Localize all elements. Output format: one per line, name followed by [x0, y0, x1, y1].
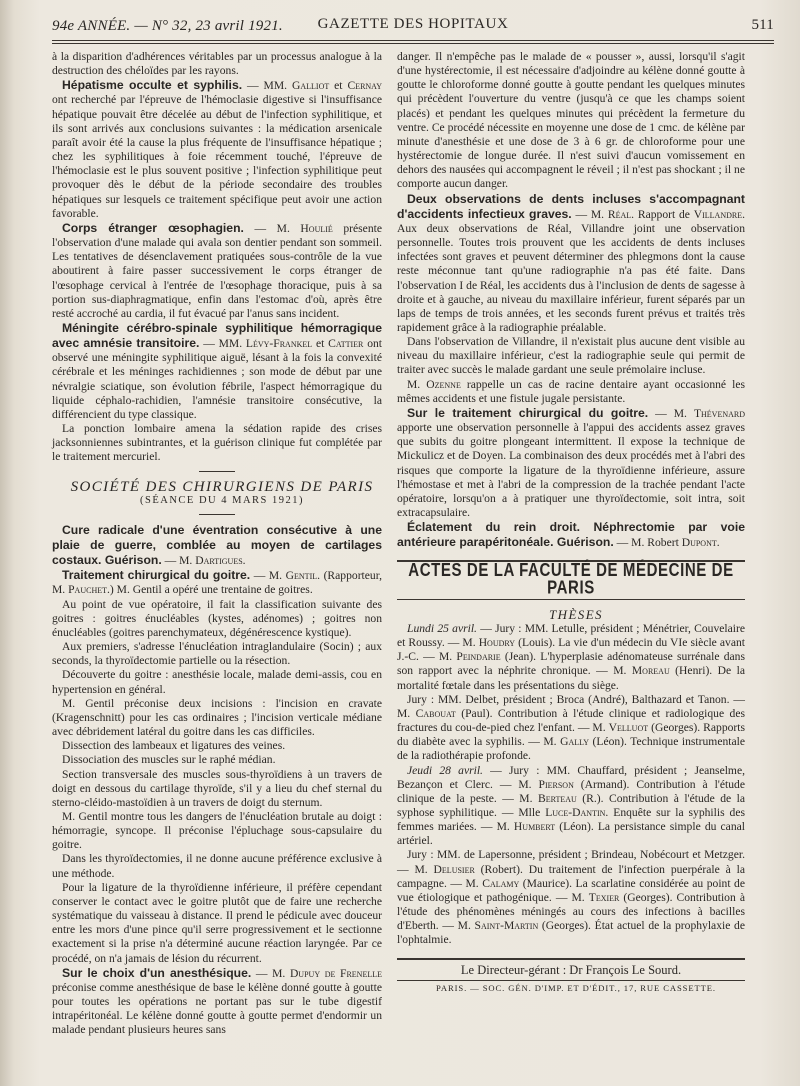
theses-heading: THÈSES: [549, 606, 603, 622]
right-column: [397, 50, 745, 995]
paragraph: M. Gentil montre tous les dangers de l'énucléation brutale au doigt : hémorragie, syncope. Il préconise l'épluchage sous-capsulaire du goitre.: [52, 809, 382, 852]
article-heading: Hépatisme occulte et syphilis.: [62, 78, 243, 93]
paragraph: Aux premiers, s'adresse l'énucléation intraglandulaire (Socin) ; aux seconds, la thyroïdectomie partielle ou la résection.: [52, 640, 382, 668]
author-name: Cernay: [347, 79, 383, 93]
article-goitre: Traitement chirurgical du goitre. — M. Gentil. (Rapporteur, M. Pauchet.) M. Gentil a opéré une trentaine de goitres.: [52, 568, 383, 597]
article-heading: Éclatement du rein droit. Néphrectomie par voie antérieure parapéritonéale. Guérison.: [397, 520, 745, 550]
author-name: Pauchet: [68, 583, 107, 597]
society-title: SOCIÉTÉ DES CHIRURGIENS DE PARIS: [70, 478, 374, 495]
article-corps-etranger: Corps étranger œsophagien. — M. Houlié présente l'observation d'une malade qui avala son dentier pendant son sommeil. Les tentatives de désenclavement pratiquées sous-contrôle de la vue aboutirent à faire passer successivement le corps étranger de l'œsophage cervical à l'entrée de l'œsophage thoracique, puis à sa portion sus-diaphragmatique, enfin dans l'estomac d'où, après être resté accroché au cardia, il fut évacué par l'anus sans incident.: [52, 220, 382, 320]
author-name: Villandre: [693, 207, 743, 221]
author-name: Cattier: [328, 337, 364, 351]
paragraph: à la disparition d'adhérences véritables par un processus analogue à la destruction des chéloïdes par les rayons.: [52, 50, 382, 78]
printer-line: PARIS. — SOC. GÉN. D'IMP. ET D'ÉDIT., 17, RUE CASSETTE.: [436, 982, 716, 993]
author-name: Lévy-Frankel: [245, 337, 313, 351]
author-name: Dartigues: [195, 554, 243, 568]
header-rule-2: [52, 43, 774, 44]
article-heading: Sur le choix d'un anesthésique.: [62, 965, 252, 980]
article-heading: Deux observations de dents incluses s'accompagnant d'accidents infectieux graves.: [397, 191, 745, 221]
page-header: [52, 14, 774, 36]
article-heading: Méningite cérébro-spinale syphilitique hémorragique avec amnésie transitoire.: [52, 320, 382, 351]
article-rein: Éclatement du rein droit. Néphrectomie par voie antérieure parapéritonéale. Guérison. — M. Robert Dupont.: [397, 520, 745, 550]
journal-title: GAZETTE DES HOPITAUX: [317, 16, 509, 32]
article-heading: Sur le traitement chirurgical du goitre.: [407, 405, 649, 420]
issue-info: 94e ANNÉE. — N° 32, 23 avril 1921.: [52, 18, 283, 34]
paragraph: Au point de vue opératoire, il fait la classification suivante des goitres : goitres énucléables (kystes, adénomes) ; goitres non énucléables (goitres parenchymateux, dégénérescence kystique).: [52, 597, 382, 639]
paragraph: La ponction lombaire amena la sédation rapide des crises jacksonniennes subintrantes, et la guérison clinique fut complétée par le traitement mercuriel.: [52, 422, 382, 464]
faculty-title: ACTES DE LA FACULTÉ DE MÉDECINE DE PARIS: [408, 560, 734, 600]
theses-entry: Lundi 25 avril. — Jury : MM. Letulle, président ; Ménétrier, Couvelaire et Roussy. — M. Houdry (Louis). La vie d'un médecin du VIe siècle avant J.-C. — M. Peindarie (Jean). L'hyperplasie adénomateuse surrénale dans son rapport avec la néphrite chronique. — M. Moreau (Henri). De la mortalité fœtale dans les présentations du siège.: [397, 621, 746, 692]
author-name: Houlié: [300, 221, 333, 235]
author-name: Galliot: [291, 79, 330, 93]
faculty-banner: [397, 560, 745, 599]
divider: [199, 471, 235, 472]
author-name: Gentil: [285, 569, 318, 583]
paragraph: Dans l'observation de Villandre, il n'existait plus aucune dent visible au niveau du maxillaire inférieur, c'est la radiographie seule qui permit de traiter avec succès le malade gardant une seule prémolaire incluse.: [397, 335, 745, 377]
article-hepatisme: Hépatisme occulte et syphilis. — MM. Galliot et Cernay ont recherché par l'épreuve de l'hémoclasie digestive si l'insuffisance hépatique pouvait être décelée au début de l'infection syphilitique, et ils sont arrivés aux conclusions suivantes : la médication arsenicale paraît avoir été la cause la plus fréquente de l'insuffisance hépatique ; chez les syphilitiques à foie récemment touché, l'épreuve de l'hémoclasie est le plus souvent positive ; l'infection syphilitique peut provoquer dès le début de la période secondaire des troubles hépatiques sur lesquels ce traitement spécifique peut avoir une action favorable.: [52, 78, 383, 220]
article-anesthesique: Sur le choix d'un anesthésique. — M. Dupuy de Frenelle préconise comme anesthésique de base le kélène donné goutte à goutte pour toutes les opérations ne portant pas sur le tube digestif intrapéritonéal. Le kélène donné goutte à goutte permet d'endormir un malade pendant plusieurs heures sans: [52, 965, 382, 1037]
director-footer: [397, 958, 745, 981]
left-column: [52, 50, 382, 1037]
article-goitre-thevenard: Sur le traitement chirurgical du goitre. — M. Thévenard apporte une observation personnelle à l'appui des accidents assez graves que subits du goitre plongeant intermittent. Il expose la technique de Mickulicz et de Doyen. La combinaison des deux procédés met à l'abri des risques que comporte la ligature de la thyroïdienne inférieure, assure l'hémostase et met à l'abri de la compression de la trachée pendant l'acte opératoire, lorsqu'on a à pratiquer une thyroïdectomie, soit intra, soit extracapsulaire.: [397, 405, 746, 519]
paragraph: Dissociation des muscles sur le raphé médian.: [62, 753, 276, 767]
paragraph: Découverte du goitre : anesthésie locale, malade demi-assis, cou en hypertension en général.: [52, 668, 382, 696]
author-name: Dupuy de Frenelle: [289, 966, 382, 980]
paragraph: M. Gentil préconise deux incisions : l'incision en cravate (Kragenschnitt) pour les cas ordinaires ; l'incision verticale médiane avec débridement latéral du goitre dans les cas difficiles.: [52, 696, 382, 739]
article-dents-incluses: Deux observations de dents incluses s'accompagnant d'accidents infectieux graves. — M. Réal. Rapport de Villandre. Aux deux observations de Réal, Villandre joint une observation personnelle. Toutes trois prouvent que les accidents de dents incluses infectées sont graves et peuvent déterminer des phlegmons dont la cause reste méconnue tant qu'une radiographie n'a pas été faite. Dans l'observation I de Réal, les accidents dus à l'inclusion de dents de sagesse à droite et à gauche, au niveau du maxillaire inférieur, furent séparés par un laps de temps de trois années, et les seconds furent prévus et traités très rapidement grâce à la radiographie préalable.: [397, 191, 746, 334]
author-name: Thévenard: [693, 406, 746, 420]
paragraph: Dissection des lambeaux et ligatures des veines.: [62, 739, 286, 753]
director-line: Le Directeur-gérant : Dr François Le Sourd.: [460, 962, 682, 977]
article-heading: Cure radicale d'une éventration consécutive à une plaie de guerre, comblée au moyen de cartilages costaux. Guérison.: [52, 522, 382, 568]
page-number: 511: [751, 17, 774, 33]
article-meningite: Méningite cérébro-spinale syphilitique hémorragique avec amnésie transitoire. — MM. Lévy-Frankel et Cattier ont observé une méningite syphilitique aiguë, lésant à la fois la convexité cérébrale et les méninges rachidiennes ; son mode de début par une névralgie sciatique, son évolution fébrile, l'aspect hémorragique du liquide céphalo-rachidien, l'amnésie transitoire consécutive, la différencient du type classique.: [52, 320, 383, 421]
article-heading: Traitement chirurgical du goitre.: [62, 568, 251, 583]
paragraph: Pour la ligature de la thyroïdienne inférieure, il préfère cependant conserver le contact avec le goitre plutôt que de faire une recherche systématique du vaisseau à distance. Il prend le pédicule avec douceur entre les mors d'une pince qu'il serre progressivement et le sectionne exactement si la prise n'a déterminé aucune réaction laryngée. Par ce procédé, on n'a jamais de lésion du récurrent.: [52, 880, 382, 965]
paragraph: Section transversale des muscles sous-thyroïdiens à un travers de doigt en dessous du cartilage thyroïde, s'il y a lieu du chef sternal du sterno-cléido-mastoïdien à un travers de doigt du sternum.: [52, 767, 382, 809]
theses-entry: Jeudi 28 avril. — Jury : MM. Chauffard, président ; Jeanselme, Bezançon et Clerc. — M. Pierson (Armand). Contribution à l'étude clinique de la peste. — M. Berteau (R.). Contribution à l'étude de la syphose syphilitique. — Mlle Luce-Dantin. Enquête sur la syphilis des femmes mariées. — M. Humbert (Léon). La persistance simple du canal artériel.: [397, 763, 745, 848]
theses-entry: Jury : MM. de Lapersonne, président ; Brindeau, Nobécourt et Metzger. — M. Delusier (Robert). Du traitement de l'infection puerpérale à la campagne. — M. Calamy (Maurice). La scarlatine considérée au point de vue étiologique et pathogénique. — M. Texier (Georges). Contribution à l'étude des phénomènes méningés au cours des infections à bacilles d'Eberth. — M. Saint-Martin (Georges). État actuel de la prophylaxie de l'ophtalmie.: [397, 848, 746, 947]
divider: [199, 514, 235, 515]
seance-date: (SÉANCE DU 4 MARS 1921): [139, 494, 304, 506]
paragraph: danger. Il n'empêche pas le malade de « pousser », aussi, lorsqu'il s'agit d'une hystérectomie, il est nécessaire d'adjoindre au kélène donné goutte à goutte le chloroforme donné goutte à goutte pendant les quelques minutes qui précèdent l'ouverture du ventre (jusqu'à ce que les champs soient placés) et pendant les quelques minutes qui précèdent la fermeture du ventre. Ce procédé nécessite en moyenne une dose de 1 cmc. de kélène par minute d'anesthésie et une dose de 3 à 6 gr. de chloroforme pour une hystérectomie de longue durée. Il n'est suivi d'aucun vomissement en dehors des nausées qui accompagnent le réveil ; il n'est pas shockant ; il ne comporte aucun danger.: [397, 50, 745, 191]
author-name: Ozenne: [426, 377, 461, 391]
theses-entry: Jury : MM. Delbet, président ; Broca (André), Balthazard et Tanon. — M. Cabouat (Paul). Contribution à l'étude clinique et radiologique des fractures du cou-de-pied chez l'enfant. — M. Velluot (Georges). Rapports du diabète avec la syphilis. — M. Gally (Léon). Technique instrumentale de la radiothérapie profonde.: [397, 692, 746, 763]
paragraph: Dans les thyroïdectomies, il ne donne aucune préférence exclusive à une méthode.: [52, 852, 382, 880]
article-eventration: Cure radicale d'une éventration consécutive à une plaie de guerre, comblée au moyen de cartilages costaux. Guérison. — M. Dartigues.: [52, 522, 382, 568]
author-name: Dupont: [681, 536, 717, 550]
author-name: Réal: [607, 207, 632, 221]
paragraph: M. Ozenne rappelle un cas de racine dentaire ayant occasionné les mêmes accidents et une fistule jugale persistante.: [397, 377, 745, 405]
article-heading: Corps étranger œsophagien.: [62, 220, 244, 235]
header-rule: [52, 40, 774, 41]
